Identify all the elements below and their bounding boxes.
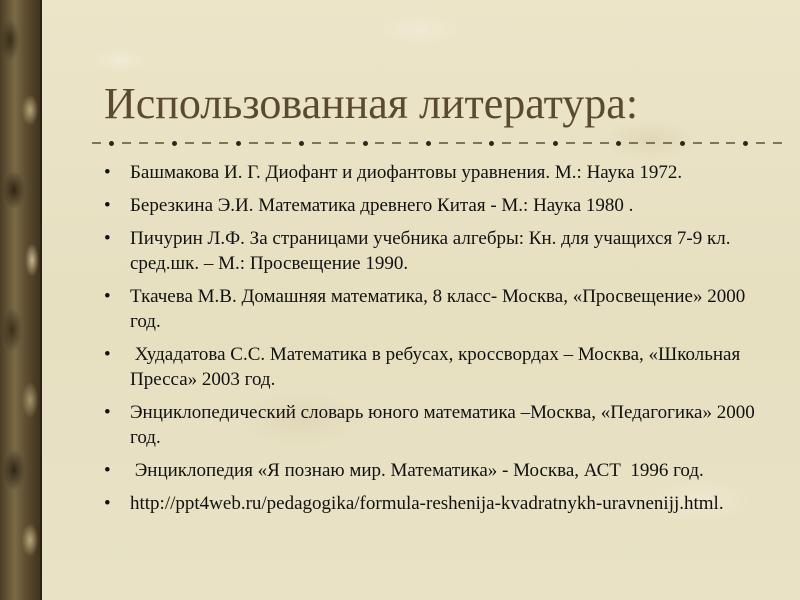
divider-dash bbox=[439, 142, 448, 144]
divider-dash bbox=[155, 142, 164, 144]
reference-text: Березкина Э.И. Математика древнего Китая - М.: Наука 1980 . bbox=[130, 195, 634, 216]
divider-dash bbox=[409, 142, 418, 144]
divider-dot bbox=[743, 141, 748, 146]
reference-text: Ткачева М.В. Домашняя математика, 8 класс- Москва, «Просвещение» 2000 год. bbox=[130, 286, 750, 332]
reference-text: Башмакова И. Г. Диофант и диофантовы уравнения. М.: Наука 1972. bbox=[130, 162, 683, 183]
divider-dash bbox=[473, 142, 482, 144]
divider-dash bbox=[646, 142, 655, 144]
divider-dash bbox=[566, 142, 575, 144]
reference-text: Худадатова С.С. Математика в ребусах, кроссвордах – Москва, «Школьная Пресса» 2003 год. bbox=[130, 344, 745, 390]
bullet-icon: • bbox=[104, 162, 111, 183]
reference-text: Энциклопедия «Я познаю мир. Математика» - Москва, АСТ 1996 год. bbox=[130, 460, 704, 481]
divider-dash bbox=[693, 142, 702, 144]
divider-dash bbox=[346, 142, 355, 144]
slide-title: Использованная литература: bbox=[104, 79, 639, 128]
divider-dot bbox=[109, 141, 114, 146]
divider-dash bbox=[600, 142, 609, 144]
divider-dash bbox=[726, 142, 735, 144]
divider-dash bbox=[185, 142, 194, 144]
reference-item bbox=[104, 160, 776, 185]
divider-dash bbox=[583, 142, 592, 144]
reference-item bbox=[104, 193, 776, 218]
divider-dash bbox=[202, 142, 211, 144]
divider-dot bbox=[299, 141, 304, 146]
divider-dash bbox=[629, 142, 638, 144]
divider-dash bbox=[663, 142, 672, 144]
divider-dash bbox=[139, 142, 148, 144]
divider-dash bbox=[122, 142, 131, 144]
divider-dash bbox=[456, 142, 465, 144]
divider-dash bbox=[219, 142, 228, 144]
divider-dash bbox=[536, 142, 545, 144]
reference-item bbox=[104, 400, 776, 450]
bullet-icon: • bbox=[104, 460, 111, 481]
divider-dot bbox=[616, 141, 621, 146]
divider-dash bbox=[773, 142, 782, 144]
divider-dash bbox=[92, 142, 101, 144]
divider-dash bbox=[502, 142, 511, 144]
reference-list bbox=[104, 160, 776, 524]
bullet-icon: • bbox=[104, 402, 111, 423]
divider-dash bbox=[265, 142, 274, 144]
bullet-icon: • bbox=[104, 493, 111, 514]
bullet-icon: • bbox=[104, 344, 111, 365]
stone-texture bbox=[0, 0, 42, 600]
divider-dash bbox=[282, 142, 291, 144]
divider-dot bbox=[489, 141, 494, 146]
title-divider bbox=[92, 140, 782, 146]
strip-edge-line bbox=[40, 0, 42, 600]
divider-dot bbox=[426, 141, 431, 146]
reference-link[interactable]: http://ppt4web.ru/pedagogika/formula-reshenija-kvadratnykh-uravnenijj.html. bbox=[130, 493, 724, 514]
bullet-icon: • bbox=[104, 195, 111, 216]
divider-dash bbox=[312, 142, 321, 144]
reference-text: Пичурин Л.Ф. За страницами учебника алгебры: Кн. для учащихся 7-9 кл. сред.шк. – М.: Просвещение 1990. bbox=[130, 228, 736, 274]
divider-dash bbox=[519, 142, 528, 144]
divider-dash bbox=[756, 142, 765, 144]
reference-text: Энциклопедический словарь юного математика –Москва, «Педагогика» 2000 год. bbox=[130, 402, 760, 448]
reference-item bbox=[104, 284, 776, 334]
divider-dot bbox=[172, 141, 177, 146]
bullet-icon: • bbox=[104, 228, 111, 249]
divider-dash bbox=[249, 142, 258, 144]
divider-dot bbox=[363, 141, 368, 146]
bullet-icon: • bbox=[104, 286, 111, 307]
divider-dot bbox=[553, 141, 558, 146]
divider-dot bbox=[236, 141, 241, 146]
divider-dash bbox=[710, 142, 719, 144]
divider-dash bbox=[392, 142, 401, 144]
reference-item bbox=[104, 491, 776, 516]
reference-item bbox=[104, 342, 776, 392]
decorative-left-strip bbox=[0, 0, 42, 600]
reference-item bbox=[104, 458, 776, 483]
divider-dash bbox=[375, 142, 384, 144]
divider-dash bbox=[329, 142, 338, 144]
reference-item bbox=[104, 226, 776, 276]
divider-dot bbox=[680, 141, 685, 146]
